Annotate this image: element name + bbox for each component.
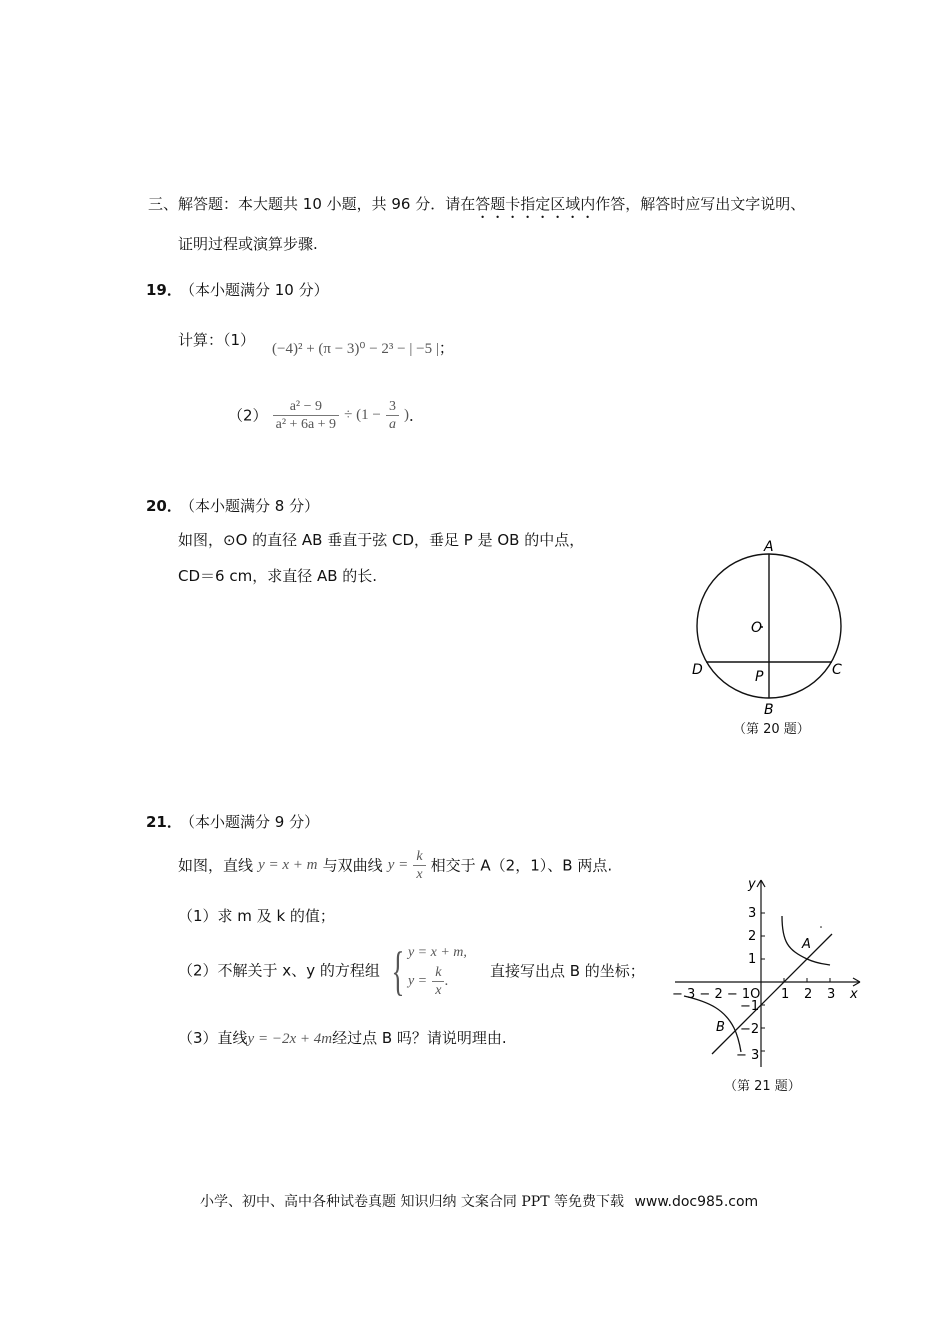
q21-graph-figure xyxy=(670,872,870,1072)
q19-part2-label: （2） xyxy=(228,406,268,425)
y-tick-neg2: −2 xyxy=(740,1022,760,1037)
section-heading-line2: 证明过程或演算步骤. xyxy=(178,235,318,253)
q19-expression-1 xyxy=(272,338,454,358)
hyperbola-branch-2 xyxy=(684,996,741,1052)
x-tick-1: 1 xyxy=(781,987,790,1002)
q19-inner-denominator: a xyxy=(386,415,399,433)
footer-text: 小学、初中、高中各种试卷真题 知识归纳 文案合同 PPT 等免费下载 xyxy=(200,1194,624,1210)
q21-intro xyxy=(178,848,612,883)
q21-hyp-numerator: k xyxy=(416,849,423,864)
q21-sys2-lhs: y = xyxy=(407,973,428,989)
y-tick-neg3: − 3 xyxy=(736,1048,760,1063)
label-c: C xyxy=(832,662,842,678)
x-tick-negatives: − 3 − 2 − 1O xyxy=(672,987,761,1002)
q20-line2: CD＝6 cm，求直径 AB 的长. xyxy=(178,567,378,585)
q19-score: （本小题满分 10 分） xyxy=(180,281,329,299)
point-a-label: A xyxy=(802,937,811,952)
q19-inner-numerator: 3 xyxy=(388,399,396,414)
y-tick-neg1: −1 xyxy=(740,999,760,1014)
label-p: P xyxy=(755,669,764,685)
q19-part-2 xyxy=(228,398,424,433)
q21-p2-after: 直接写出点 B 的坐标； xyxy=(489,961,645,980)
label-o: O xyxy=(751,620,763,636)
q21-part3 xyxy=(178,1028,507,1048)
q19-expr1-end: ； xyxy=(438,339,454,357)
q21-p2-before: （2）不解关于 x、y 的方程组 xyxy=(178,961,380,980)
q21-sys2-fraction xyxy=(432,964,444,999)
q21-score: （本小题满分 9 分） xyxy=(180,813,320,831)
q21-hyp-denominator: x xyxy=(413,865,425,883)
q19-divide: ÷ (1 − xyxy=(344,407,381,423)
q20-line1: 如图，⊙O 的直径 AB 垂直于弦 CD，垂足 P 是 OB 的中点， xyxy=(178,531,585,549)
y-tick-3: 3 xyxy=(748,906,757,921)
q21-sys2-end: . xyxy=(444,973,449,989)
axis-label-y: y xyxy=(748,877,756,892)
q19-close: ) xyxy=(404,407,410,423)
q21-intro-mid: 与双曲线 xyxy=(322,856,383,875)
q21-intro-before: 如图，直线 xyxy=(178,856,254,875)
q21-sys2-denominator: x xyxy=(432,981,444,999)
y-tick-2: 2 xyxy=(748,929,757,944)
q21-intro-after: 相交于 A（2，1）、B 两点. xyxy=(430,856,613,875)
x-tick-2: 2 xyxy=(804,987,813,1002)
q21-caption: （第 21 题） xyxy=(724,1079,801,1094)
q19-end: ． xyxy=(409,406,425,425)
q21-p3-after: 经过点 B 吗？请说明理由. xyxy=(332,1029,507,1047)
label-a: A xyxy=(764,539,774,555)
q21-sys2-numerator: k xyxy=(435,965,442,980)
q21-p3-before: （3）直线 xyxy=(178,1029,248,1047)
q21-system xyxy=(408,942,467,999)
q21-hyperbola-fraction xyxy=(413,848,425,883)
q19-expr1: (−4)² + (π − 3)⁰ − 2³ − | −5 | xyxy=(272,341,439,357)
q21-part2 xyxy=(178,942,645,999)
label-d: D xyxy=(692,662,703,678)
axis-label-x: x xyxy=(850,987,858,1002)
label-b: B xyxy=(764,702,774,718)
q20-caption: （第 20 题） xyxy=(733,722,810,737)
stray-dot xyxy=(820,926,822,928)
q19-number: 19． xyxy=(146,281,182,299)
q20-circle-figure xyxy=(680,532,860,722)
q19-frac-denominator: a² + 6a + 9 xyxy=(273,415,339,433)
heading-text-emphasis: 答题卡指定区域内 xyxy=(475,195,596,213)
q21-line-equation: y = x + m xyxy=(258,857,318,873)
q19-prompt: 计算：（1） xyxy=(178,331,256,349)
heading-text-after: 作答，解答时应写出文字说明、 xyxy=(595,195,806,213)
heading-text-before: 三、解答题：本大题共 10 小题，共 96 分．请在 xyxy=(148,195,476,213)
q19-frac-numerator: a² − 9 xyxy=(289,399,322,414)
y-tick-1: 1 xyxy=(748,952,757,967)
q21-number: 21． xyxy=(146,813,182,831)
q21-hyperbola-lhs: y = xyxy=(387,857,409,873)
q21-p3-equation: y = −2x + 4m xyxy=(247,1031,333,1047)
x-tick-3: 3 xyxy=(827,987,836,1002)
q20-score: （本小题满分 8 分） xyxy=(180,497,320,515)
section-heading xyxy=(148,194,805,222)
q19-inner-fraction xyxy=(386,398,399,433)
page-footer xyxy=(200,1191,758,1211)
q21-system-line2 xyxy=(408,964,467,999)
point-b-label: B xyxy=(716,1020,725,1035)
footer-url[interactable]: www.doc985.com xyxy=(634,1194,759,1210)
q19-fraction xyxy=(273,398,339,433)
q21-system-line1: y = x + m, xyxy=(407,945,467,960)
q21-system-brace: { xyxy=(391,940,405,1001)
q21-part1: （1）求 m 及 k 的值； xyxy=(178,907,335,925)
q20-number: 20． xyxy=(146,497,182,515)
